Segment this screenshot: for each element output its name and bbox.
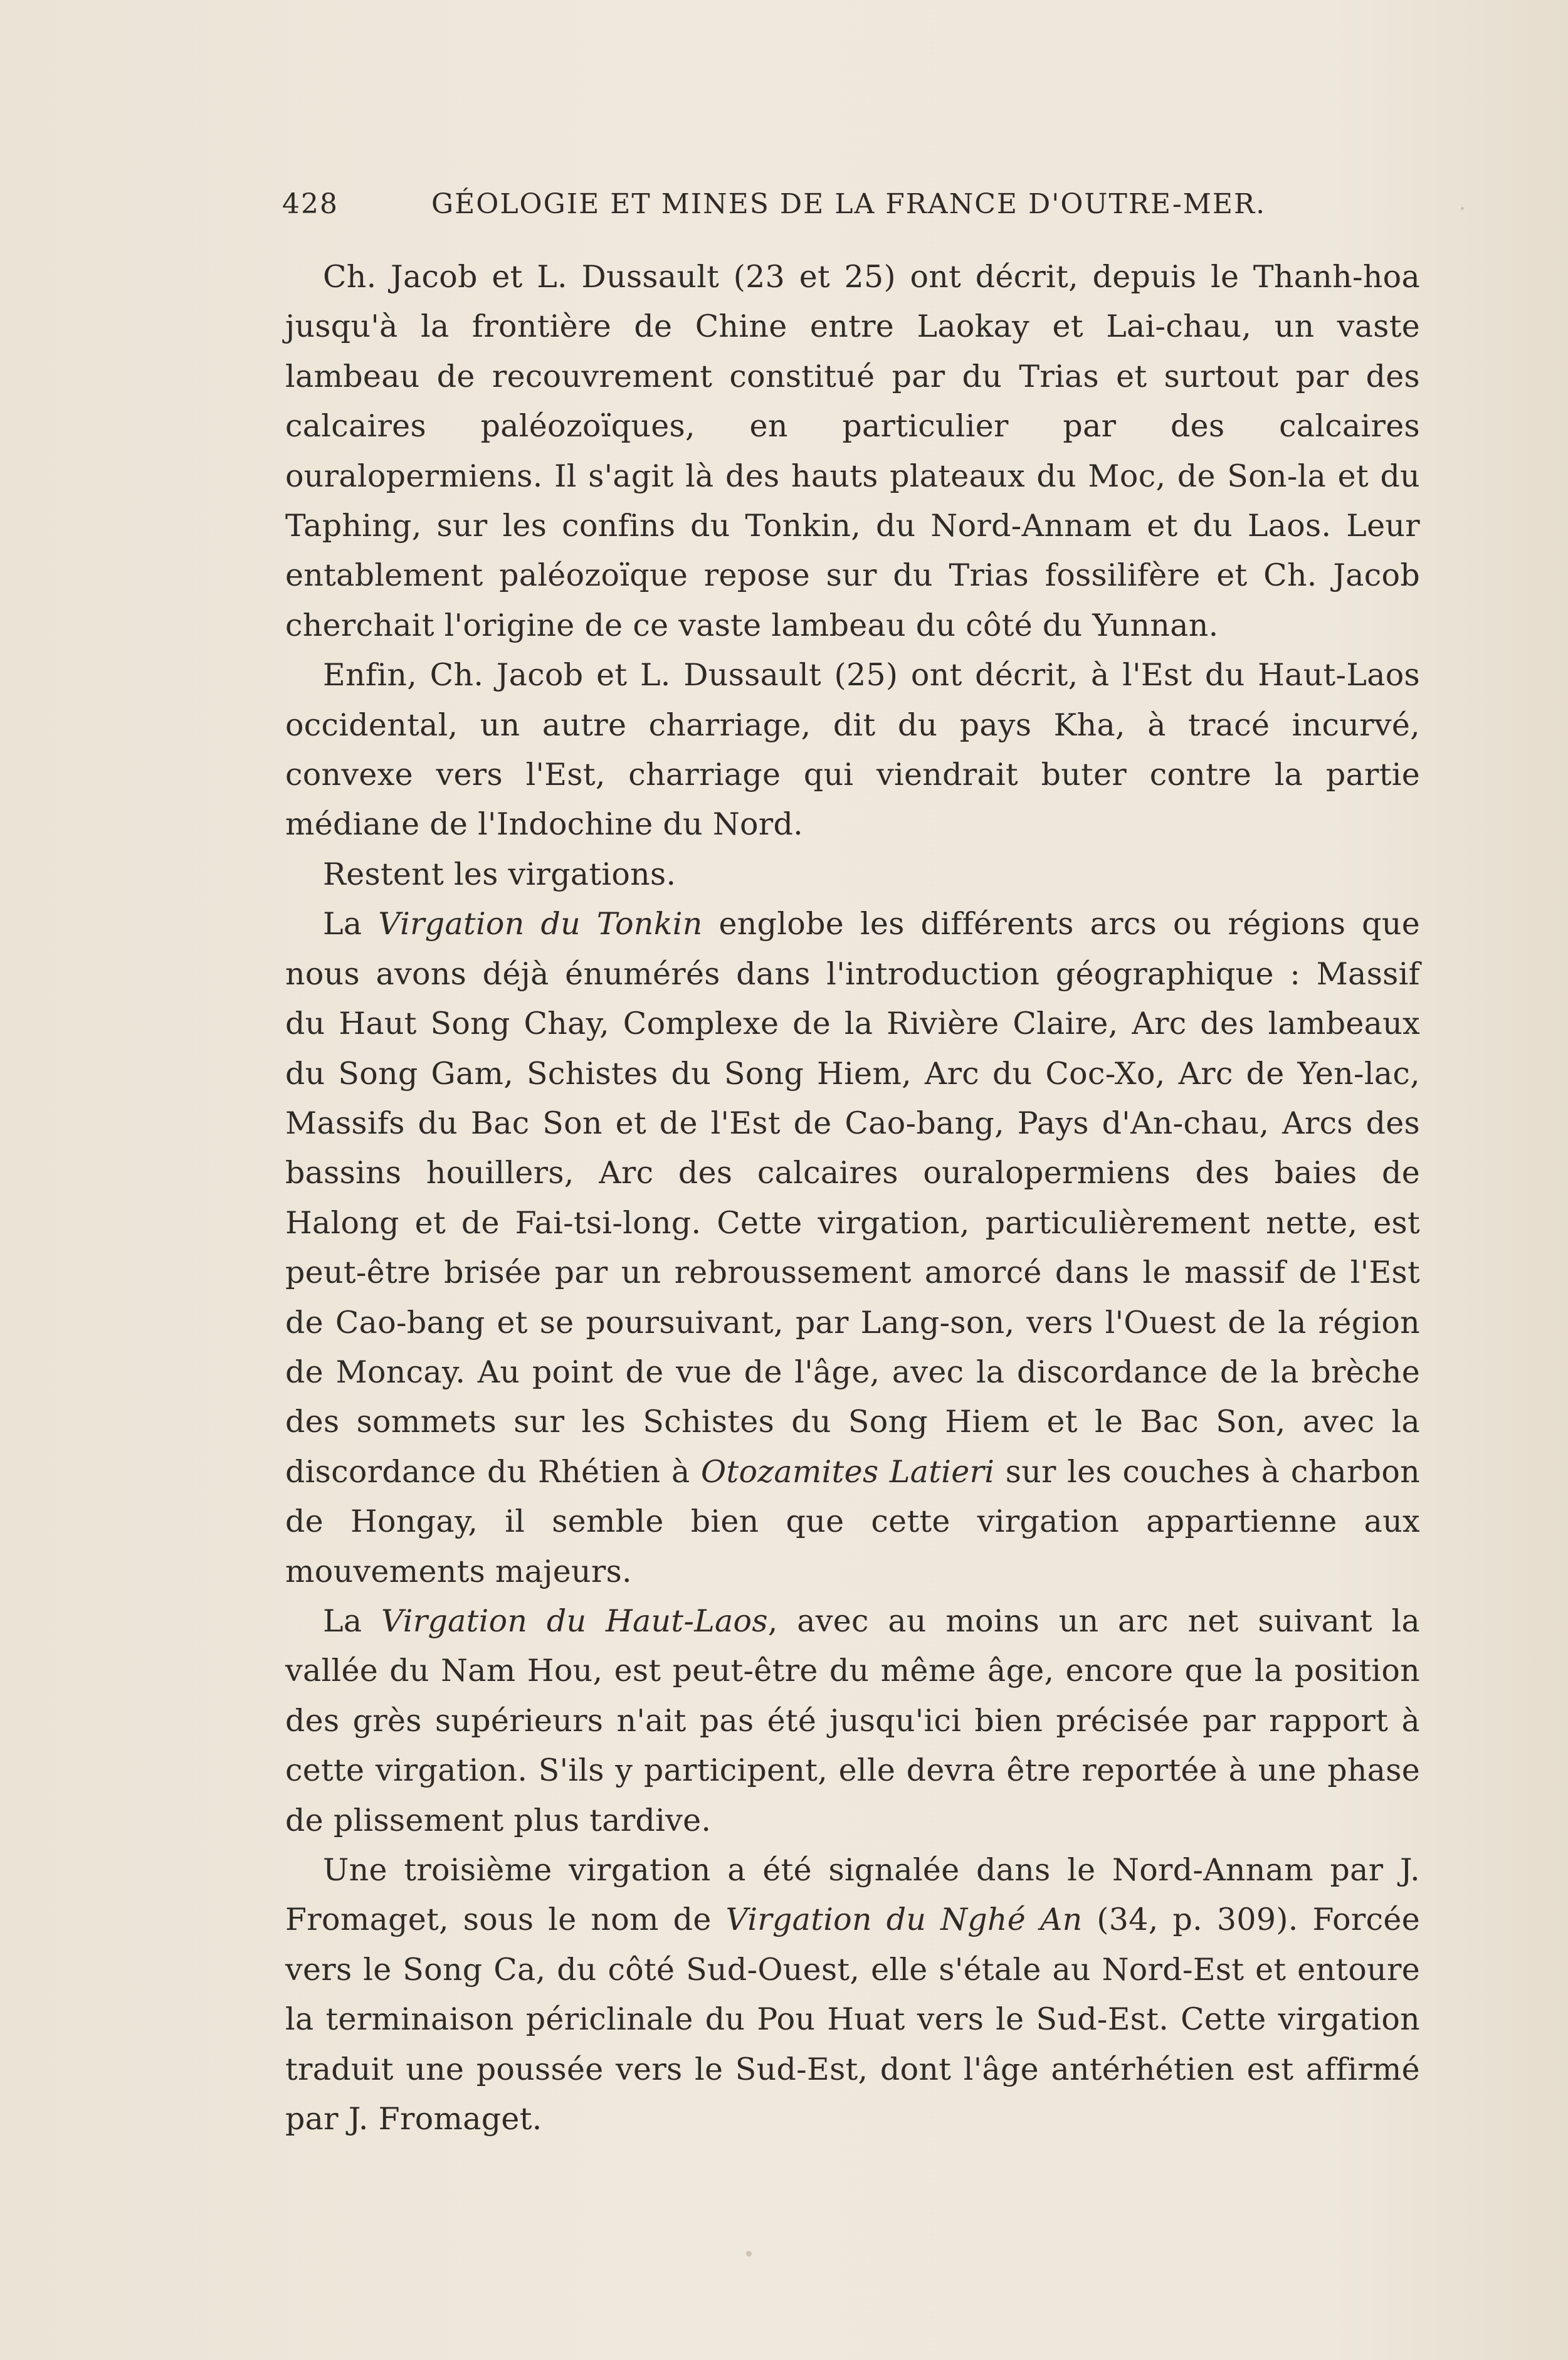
- text-segment: Restent les virgations.: [323, 856, 676, 892]
- italic-term: Otozamites Latieri: [701, 1453, 995, 1490]
- running-title: GÉOLOGIE ET MINES DE LA FRANCE D'OUTRE-MER.: [431, 188, 1266, 220]
- text-segment: , avec au moins un arc net suivant la vallée du Nam Hou, est peut-être du même âge, encore que la position des grès supérieurs n'ait pas été jusqu'ici bien précisée par rapport à cette virgation. S'ils y participent, elle devra être reportée à une phase de plissement plus tardive.: [285, 1603, 1420, 1838]
- text-segment: La: [323, 1603, 381, 1639]
- text-segment: Une troisième virgation a été signalée dans le Nord-Annam par J. Fromaget, sous le nom de: [285, 1852, 1420, 1938]
- text-segment: La: [323, 906, 379, 942]
- paragraph: [285, 1845, 1420, 2144]
- text-segment: sur les couches à charbon de Hongay, il semble bien que cette virgation appartienne aux mouvements majeurs.: [285, 1453, 1421, 1589]
- text-segment: Enfin, Ch. Jacob et L. Dussault (25) ont décrit, à l'Est du Haut-Laos occidental, un autre charriage, dit du pays Kha, à tracé incurvé, convexe vers l'Est, charriage qui viendrait buter contre la partie médiane de l'Indochine du Nord.: [285, 657, 1420, 843]
- body-text: [285, 252, 1420, 2144]
- paragraph: [285, 252, 1420, 650]
- italic-term: Virgation du Haut-Laos: [381, 1603, 768, 1639]
- paper-speck: [746, 2251, 752, 2257]
- italic-term: Virgation du Tonkin: [378, 906, 703, 942]
- page-number: 428: [282, 188, 339, 220]
- text-segment: Ch. Jacob et L. Dussault (23 et 25) ont décrit, depuis le Thanh-hoa jusqu'à la frontière de Chine entre Laokay et Lai-chau, un vaste lambeau de recouvrement constitué par du Trias et surtout par des calcaires paléozoïques, en particulier par des calcaires ouralopermiens. Il s'agit là des hauts plateaux du Moc, de Son-la et du Taphing, sur les confins du Tonkin, du Nord-Annam et du Laos. Leur entablement paléozoïque repose sur du Trias fossilifère et Ch. Jacob cherchait l'origine de ce vaste lambeau du côté du Yunnan.: [285, 259, 1420, 643]
- paper-speck: [1461, 207, 1464, 210]
- paragraph: [285, 650, 1420, 850]
- text-segment: (34, p. 309). Forcée vers le Song Ca, du côté Sud-Ouest, elle s'étale au Nord-Est et entoure la terminaison périclinale du Pou Huat vers le Sud-Est. Cette virgation traduit une poussée vers le Sud-Est, dont l'âge antérhétien est affirmé par J. Fromaget.: [285, 1902, 1420, 2137]
- paragraph: [285, 1596, 1420, 1845]
- italic-term: Virgation du Nghé An: [725, 1902, 1083, 1938]
- running-head: [282, 188, 1317, 226]
- text-segment: englobe les différents arcs ou régions que nous avons déjà énumérés dans l'introduction géographique : Massif du Haut Song Chay, Complexe de la Rivière Claire, Arc des lambeaux du Song Gam, Schistes du Song Hiem, Arc du Coc-Xo, Arc de Yen-lac, Massifs du Bac Son et de l'Est de Cao-bang, Pays d'An-chau, Arcs des bassins houillers, Arc des calcaires ouralopermiens des baies de Halong et de Fai-tsi-long. Cette virgation, particulièrement nette, est peut-être brisée par un rebroussement amorcé dans le massif de l'Est de Cao-bang et se poursuivant, par Lang-son, vers l'Ouest de la région de Moncay. Au point de vue de l'âge, avec la discordance de la brèche des sommets sur les Schistes du Song Hiem et le Bac Son, avec la discordance du Rhétien à: [285, 906, 1421, 1490]
- paragraph: [285, 850, 1420, 899]
- paragraph: [285, 899, 1420, 1596]
